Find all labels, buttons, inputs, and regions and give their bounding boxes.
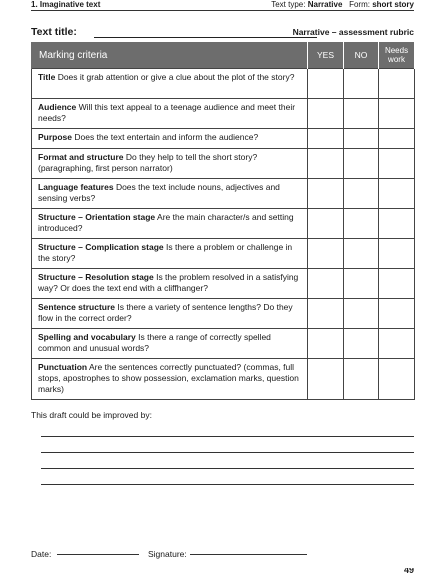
needs-work-checkbox-cell[interactable]	[379, 359, 415, 400]
page-header	[31, 0, 414, 9]
improvement-writing-line[interactable]	[41, 452, 414, 453]
page-number: 49	[403, 568, 414, 575]
yes-checkbox-cell[interactable]	[308, 329, 344, 359]
text-title-label: Text title:	[31, 26, 77, 38]
criterion-cell	[32, 149, 308, 179]
table-row	[32, 239, 415, 269]
criterion-cell	[32, 329, 308, 359]
yes-checkbox-cell[interactable]	[308, 129, 344, 149]
criterion-term: Punctuation	[38, 362, 88, 372]
table-row	[32, 69, 415, 99]
needs-work-line-2: work	[388, 55, 405, 64]
column-header-needs-work	[379, 42, 415, 69]
table-header-row	[32, 42, 415, 69]
date-label: Date:	[31, 549, 52, 559]
column-header-criteria: Marking criteria	[32, 42, 308, 69]
needs-work-checkbox-cell[interactable]	[379, 299, 415, 329]
no-checkbox-cell[interactable]	[344, 239, 379, 269]
needs-work-checkbox-cell[interactable]	[379, 209, 415, 239]
criterion-term: Structure – Orientation stage	[38, 212, 156, 222]
criterion-text: Does it grab attention or give a clue about the plot of the story?	[55, 72, 295, 82]
criterion-term: Title	[38, 72, 56, 82]
criterion-text: Does the text include nouns, adjectives and sensing verbs?	[38, 182, 280, 203]
table-row	[32, 149, 415, 179]
criterion-cell	[32, 99, 308, 129]
no-checkbox-cell[interactable]	[344, 69, 379, 99]
title-row	[31, 26, 414, 40]
table-row	[32, 179, 415, 209]
criterion-text: Do they help to tell the short story? (paragraphing, first person narrator)	[38, 152, 258, 173]
needs-work-checkbox-cell[interactable]	[379, 239, 415, 269]
no-checkbox-cell[interactable]	[344, 359, 379, 400]
column-header-yes: YES	[308, 42, 344, 69]
yes-checkbox-cell[interactable]	[308, 179, 344, 209]
section-title: 1. Imaginative text	[31, 0, 101, 9]
criterion-cell	[32, 359, 308, 400]
needs-work-checkbox-cell[interactable]	[379, 179, 415, 209]
criterion-term: Format and structure	[38, 152, 124, 162]
criterion-term: Spelling and vocabulary	[38, 332, 136, 342]
criterion-text: Does the text entertain and inform the audience?	[72, 132, 259, 142]
criterion-text: Are the main character/s and setting introduced?	[38, 212, 294, 233]
no-checkbox-cell[interactable]	[344, 209, 379, 239]
no-checkbox-cell[interactable]	[344, 269, 379, 299]
criterion-cell	[32, 269, 308, 299]
table-row	[32, 99, 415, 129]
signature-field[interactable]	[190, 554, 307, 555]
yes-checkbox-cell[interactable]	[308, 269, 344, 299]
criterion-text: Is there a variety of sentence lengths? Do they flow in the correct order?	[38, 302, 293, 323]
signature-label: Signature:	[148, 549, 187, 559]
table-row	[32, 299, 415, 329]
table-row	[32, 329, 415, 359]
form-value: short story	[372, 0, 414, 9]
rubric-title: Narrative – assessment rubric	[292, 27, 414, 37]
form-label: Form:	[349, 0, 370, 9]
yes-checkbox-cell[interactable]	[308, 299, 344, 329]
column-header-no: NO	[344, 42, 379, 69]
no-checkbox-cell[interactable]	[344, 299, 379, 329]
yes-checkbox-cell[interactable]	[308, 239, 344, 269]
criterion-term: Language features	[38, 182, 114, 192]
criterion-term: Sentence structure	[38, 302, 115, 312]
improvement-prompt: This draft could be improved by:	[31, 410, 152, 420]
no-checkbox-cell[interactable]	[344, 129, 379, 149]
needs-work-checkbox-cell[interactable]	[379, 329, 415, 359]
table-row	[32, 209, 415, 239]
table-row	[32, 359, 415, 400]
text-type-label: Text type:	[271, 0, 306, 9]
yes-checkbox-cell[interactable]	[308, 359, 344, 400]
yes-checkbox-cell[interactable]	[308, 69, 344, 99]
criterion-term: Audience	[38, 102, 77, 112]
needs-work-checkbox-cell[interactable]	[379, 269, 415, 299]
criterion-term: Purpose	[38, 132, 73, 142]
text-title-field[interactable]	[94, 37, 317, 38]
criterion-term: Structure – Resolution stage	[38, 272, 154, 282]
criterion-cell	[32, 69, 308, 99]
criterion-cell	[32, 299, 308, 329]
no-checkbox-cell[interactable]	[344, 179, 379, 209]
criterion-cell	[32, 129, 308, 149]
assessment-rubric-table	[31, 42, 415, 400]
needs-work-checkbox-cell[interactable]	[379, 129, 415, 149]
criterion-term: Structure – Complication stage	[38, 242, 164, 252]
needs-work-checkbox-cell[interactable]	[379, 99, 415, 129]
criterion-text: Is there a range of correctly spelled common and unusual words?	[38, 332, 271, 353]
date-field[interactable]	[57, 554, 139, 555]
criterion-text: Is the problem resolved in a satisfying way? Or does the text end with a cliffhanger?	[38, 272, 299, 293]
table-row	[32, 129, 415, 149]
table-row	[32, 269, 415, 299]
no-checkbox-cell[interactable]	[344, 99, 379, 129]
criterion-text: Are the sentences correctly punctuated? (commas, full stops, apostrophes to show possession, exclamation marks, question marks)	[38, 362, 299, 394]
needs-work-checkbox-cell[interactable]	[379, 69, 415, 99]
yes-checkbox-cell[interactable]	[308, 209, 344, 239]
improvement-writing-line[interactable]	[41, 484, 414, 485]
criterion-cell	[32, 239, 308, 269]
improvement-writing-line[interactable]	[41, 468, 414, 469]
no-checkbox-cell[interactable]	[344, 329, 379, 359]
header-divider	[31, 10, 414, 11]
criterion-cell	[32, 209, 308, 239]
yes-checkbox-cell[interactable]	[308, 149, 344, 179]
criterion-cell	[32, 179, 308, 209]
criterion-text: Is there a problem or challenge in the story?	[38, 242, 293, 263]
no-checkbox-cell[interactable]	[344, 149, 379, 179]
improvement-writing-line[interactable]	[41, 436, 414, 437]
page-footer	[31, 568, 414, 576]
needs-work-line-1: Needs	[384, 46, 409, 55]
needs-work-checkbox-cell[interactable]	[379, 149, 415, 179]
criterion-text: Will this text appeal to a teenage audience and meet their needs?	[38, 102, 296, 123]
text-type-info	[271, 0, 414, 9]
text-type-value: Narrative	[307, 0, 343, 9]
yes-checkbox-cell[interactable]	[308, 99, 344, 129]
